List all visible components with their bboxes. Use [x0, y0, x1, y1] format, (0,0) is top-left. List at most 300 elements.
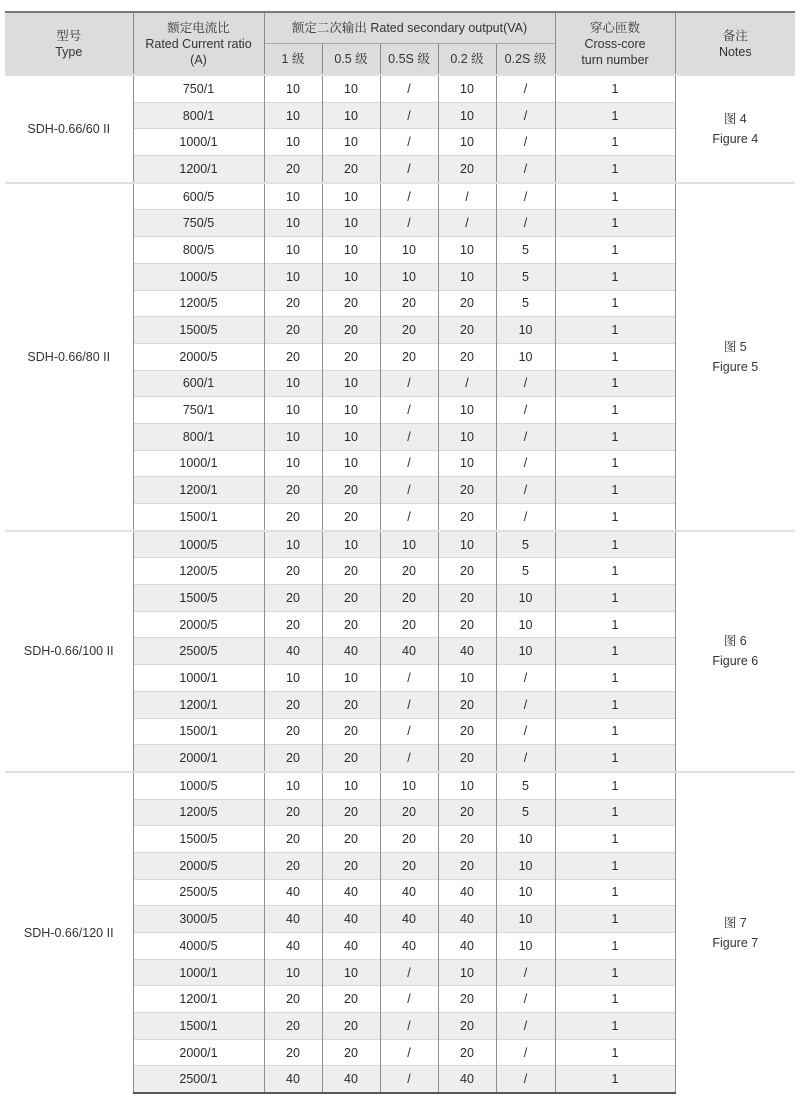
class-0-2s-cell: / [496, 75, 555, 102]
turns-cell: 1 [555, 477, 675, 504]
class-0-5s-cell: / [380, 1039, 438, 1066]
header-ratio [133, 12, 264, 75]
notes-figure-en: Figure 5 [712, 359, 759, 374]
class-0-2-cell: 10 [438, 423, 496, 450]
class-0-5-cell: 20 [322, 343, 380, 370]
class-0-5s-cell: 10 [380, 263, 438, 290]
ratio-cell: 2000/1 [133, 1039, 264, 1066]
class-0-5-cell: 10 [322, 75, 380, 102]
class-0-5-cell: 20 [322, 799, 380, 826]
class-1-cell: 20 [264, 343, 322, 370]
class-0-5s-cell: / [380, 1066, 438, 1093]
class-0-2s-cell: / [496, 102, 555, 129]
turns-cell: 1 [555, 558, 675, 585]
class-0-5s-cell: / [380, 129, 438, 156]
turns-cell: 1 [555, 102, 675, 129]
class-0-5s-cell: 20 [380, 611, 438, 638]
class-0-2s-cell: 5 [496, 772, 555, 799]
turns-cell: 1 [555, 1066, 675, 1093]
turns-cell: 1 [555, 343, 675, 370]
header-turns-en2: turn number [581, 52, 649, 67]
type-label: SDH-0.66/120 II [23, 926, 114, 940]
ratio-cell: 1500/1 [133, 718, 264, 745]
class-0-2-cell: 20 [438, 343, 496, 370]
class-0-2-cell: 10 [438, 665, 496, 692]
class-0-2s-cell: 5 [496, 237, 555, 264]
class-0-2s-cell: 5 [496, 558, 555, 585]
class-0-2-cell: 40 [438, 879, 496, 906]
table-body [5, 75, 795, 1093]
class-1-cell: 40 [264, 638, 322, 665]
class-0-2s-cell: / [496, 1066, 555, 1093]
class-0-5-cell: 20 [322, 745, 380, 772]
class-1-cell: 20 [264, 611, 322, 638]
ratio-cell: 600/5 [133, 183, 264, 210]
class-0-5s-cell: / [380, 423, 438, 450]
class-1-cell: 20 [264, 477, 322, 504]
class-0-5-cell: 40 [322, 879, 380, 906]
ratio-cell: 1000/1 [133, 959, 264, 986]
ratio-cell: 1500/1 [133, 504, 264, 531]
turns-cell: 1 [555, 450, 675, 477]
class-0-2s-cell: 5 [496, 799, 555, 826]
class-0-5s-cell: / [380, 477, 438, 504]
class-1-cell: 10 [264, 183, 322, 210]
class-0-5-cell: 10 [322, 423, 380, 450]
turns-cell: 1 [555, 826, 675, 853]
class-0-5-cell: 20 [322, 852, 380, 879]
class-1-cell: 20 [264, 826, 322, 853]
notes-cell [675, 772, 795, 1093]
ratio-cell: 2500/5 [133, 879, 264, 906]
header-notes [675, 12, 795, 75]
class-1-cell: 40 [264, 906, 322, 933]
ratio-cell: 1500/5 [133, 826, 264, 853]
class-0-2-cell: 10 [438, 237, 496, 264]
class-0-2-cell: 20 [438, 290, 496, 317]
class-0-2-cell: 10 [438, 959, 496, 986]
class-1-cell: 40 [264, 1066, 322, 1093]
header-class-0-5: 0.5 级 [322, 44, 380, 76]
class-0-2s-cell: / [496, 718, 555, 745]
ratio-cell: 2000/5 [133, 611, 264, 638]
class-0-2-cell: 10 [438, 772, 496, 799]
class-0-5s-cell: 20 [380, 585, 438, 612]
class-0-5s-cell: / [380, 102, 438, 129]
class-0-2-cell: 40 [438, 933, 496, 960]
notes-cell [675, 183, 795, 531]
class-0-2s-cell: / [496, 959, 555, 986]
turns-cell: 1 [555, 317, 675, 344]
turns-cell: 1 [555, 504, 675, 531]
turns-cell: 1 [555, 585, 675, 612]
class-1-cell: 20 [264, 1039, 322, 1066]
turns-cell: 1 [555, 879, 675, 906]
class-0-5-cell: 20 [322, 585, 380, 612]
class-0-2-cell: 20 [438, 1039, 496, 1066]
class-1-cell: 10 [264, 665, 322, 692]
header-class-0-2s: 0.2S 级 [496, 44, 555, 76]
class-0-2-cell: 20 [438, 156, 496, 183]
class-0-5s-cell: / [380, 665, 438, 692]
class-0-2-cell: 10 [438, 102, 496, 129]
class-0-5s-cell: / [380, 718, 438, 745]
turns-cell: 1 [555, 665, 675, 692]
class-0-2-cell: 20 [438, 558, 496, 585]
table-row [5, 531, 795, 558]
header-type-en: Type [55, 44, 83, 59]
class-0-5s-cell: 40 [380, 638, 438, 665]
class-0-2-cell: 20 [438, 826, 496, 853]
class-0-5s-cell: / [380, 959, 438, 986]
header-ratio-unit: (A) [190, 52, 207, 67]
ratio-cell: 1200/1 [133, 477, 264, 504]
class-0-2s-cell: / [496, 129, 555, 156]
class-1-cell: 10 [264, 772, 322, 799]
class-0-5s-cell: 20 [380, 558, 438, 585]
class-1-cell: 20 [264, 156, 322, 183]
class-0-2-cell: 20 [438, 317, 496, 344]
class-1-cell: 10 [264, 75, 322, 102]
notes-figure-en: Figure 7 [712, 936, 759, 950]
class-0-5-cell: 40 [322, 638, 380, 665]
class-0-5s-cell: 40 [380, 879, 438, 906]
ratio-cell: 1000/1 [133, 665, 264, 692]
class-0-5-cell: 20 [322, 317, 380, 344]
class-0-5s-cell: / [380, 183, 438, 210]
class-1-cell: 20 [264, 317, 322, 344]
class-1-cell: 40 [264, 933, 322, 960]
ratio-cell: 3000/5 [133, 906, 264, 933]
class-0-2s-cell: / [496, 156, 555, 183]
class-0-2-cell: 20 [438, 718, 496, 745]
table-row [5, 183, 795, 210]
class-0-5s-cell: / [380, 745, 438, 772]
ratio-cell: 750/1 [133, 75, 264, 102]
ratio-cell: 1200/1 [133, 691, 264, 718]
class-0-2-cell: 20 [438, 477, 496, 504]
class-1-cell: 20 [264, 504, 322, 531]
turns-cell: 1 [555, 611, 675, 638]
class-0-5s-cell: 40 [380, 906, 438, 933]
class-1-cell: 10 [264, 450, 322, 477]
header-output: 额定二次输出 Rated secondary output(VA) [264, 12, 555, 44]
turns-cell: 1 [555, 959, 675, 986]
ratio-cell: 1000/1 [133, 129, 264, 156]
ratio-cell: 1000/5 [133, 531, 264, 558]
class-0-2-cell: 40 [438, 1066, 496, 1093]
class-0-5-cell: 20 [322, 1039, 380, 1066]
turns-cell: 1 [555, 263, 675, 290]
class-1-cell: 40 [264, 879, 322, 906]
class-0-2-cell: / [438, 210, 496, 237]
class-0-5-cell: 40 [322, 906, 380, 933]
notes-cell [675, 75, 795, 183]
class-0-5-cell: 20 [322, 477, 380, 504]
class-0-2-cell: / [438, 183, 496, 210]
notes-figure-cn: 图 7 [723, 916, 747, 930]
class-0-2-cell: 10 [438, 397, 496, 424]
class-0-5s-cell: 20 [380, 317, 438, 344]
class-0-2s-cell: / [496, 450, 555, 477]
turns-cell: 1 [555, 129, 675, 156]
class-0-5s-cell: 20 [380, 826, 438, 853]
notes-figure-en: Figure 4 [712, 131, 759, 146]
ratio-cell: 1200/5 [133, 799, 264, 826]
class-0-2s-cell: 5 [496, 290, 555, 317]
class-0-2s-cell: 10 [496, 906, 555, 933]
class-0-5-cell: 20 [322, 156, 380, 183]
turns-cell: 1 [555, 986, 675, 1013]
class-0-2s-cell: / [496, 370, 555, 397]
class-0-5-cell: 20 [322, 718, 380, 745]
type-cell [5, 772, 133, 1093]
class-0-2s-cell: 5 [496, 531, 555, 558]
class-0-2s-cell: 5 [496, 263, 555, 290]
turns-cell: 1 [555, 638, 675, 665]
class-1-cell: 10 [264, 397, 322, 424]
class-0-5-cell: 10 [322, 237, 380, 264]
class-0-2-cell: 40 [438, 906, 496, 933]
turns-cell: 1 [555, 852, 675, 879]
ratio-cell: 1500/5 [133, 585, 264, 612]
ratio-cell: 1500/5 [133, 317, 264, 344]
class-1-cell: 20 [264, 745, 322, 772]
turns-cell: 1 [555, 156, 675, 183]
notes-figure-en: Figure 6 [712, 654, 759, 669]
turns-cell: 1 [555, 1039, 675, 1066]
class-0-5-cell: 10 [322, 129, 380, 156]
class-1-cell: 20 [264, 691, 322, 718]
table-row [5, 772, 795, 799]
class-0-5s-cell: / [380, 397, 438, 424]
class-0-2s-cell: 10 [496, 933, 555, 960]
class-0-5-cell: 10 [322, 183, 380, 210]
ratio-cell: 800/1 [133, 102, 264, 129]
class-1-cell: 20 [264, 852, 322, 879]
class-0-5-cell: 10 [322, 397, 380, 424]
ratio-cell: 1000/5 [133, 772, 264, 799]
class-0-5s-cell: 40 [380, 933, 438, 960]
class-1-cell: 10 [264, 423, 322, 450]
header-turns-en1: Cross-core [584, 36, 646, 51]
class-0-2s-cell: / [496, 397, 555, 424]
turns-cell: 1 [555, 718, 675, 745]
header-ratio-cn: 额定电流比 [167, 20, 230, 35]
class-0-5-cell: 40 [322, 1066, 380, 1093]
type-cell [5, 75, 133, 183]
turns-cell: 1 [555, 290, 675, 317]
ratio-cell: 750/1 [133, 397, 264, 424]
turns-cell: 1 [555, 183, 675, 210]
ratio-cell: 1000/5 [133, 263, 264, 290]
class-0-2-cell: 20 [438, 986, 496, 1013]
class-0-5s-cell: / [380, 1013, 438, 1040]
turns-cell: 1 [555, 933, 675, 960]
ratio-cell: 2500/5 [133, 638, 264, 665]
class-1-cell: 10 [264, 263, 322, 290]
class-0-5s-cell: 10 [380, 531, 438, 558]
type-label: SDH-0.66/60 II [27, 121, 111, 136]
class-0-2s-cell: / [496, 665, 555, 692]
ratio-cell: 2000/1 [133, 745, 264, 772]
ratio-cell: 1200/1 [133, 156, 264, 183]
header-type-cn: 型号 [56, 28, 82, 43]
class-0-5-cell: 10 [322, 210, 380, 237]
turns-cell: 1 [555, 75, 675, 102]
table-header [5, 12, 795, 75]
class-0-2-cell: 40 [438, 638, 496, 665]
class-1-cell: 10 [264, 102, 322, 129]
class-0-5-cell: 20 [322, 504, 380, 531]
class-0-2s-cell: 10 [496, 852, 555, 879]
class-0-2s-cell: / [496, 210, 555, 237]
class-0-2s-cell: / [496, 691, 555, 718]
notes-figure-cn: 图 4 [723, 111, 747, 126]
ratio-cell: 1200/5 [133, 290, 264, 317]
class-1-cell: 20 [264, 585, 322, 612]
header-notes-cn: 备注 [722, 28, 748, 43]
header-class-0-2: 0.2 级 [438, 44, 496, 76]
class-0-5s-cell: / [380, 75, 438, 102]
ratio-cell: 600/1 [133, 370, 264, 397]
class-0-5-cell: 10 [322, 370, 380, 397]
header-turns [555, 12, 675, 75]
class-0-2-cell: 20 [438, 691, 496, 718]
turns-cell: 1 [555, 531, 675, 558]
class-0-2-cell: 20 [438, 852, 496, 879]
class-0-2s-cell: 10 [496, 879, 555, 906]
class-1-cell: 20 [264, 986, 322, 1013]
class-0-5s-cell: 10 [380, 772, 438, 799]
ratio-cell: 800/5 [133, 237, 264, 264]
class-1-cell: 10 [264, 531, 322, 558]
class-0-5-cell: 20 [322, 1013, 380, 1040]
class-0-2s-cell: / [496, 745, 555, 772]
ratio-cell: 1000/1 [133, 450, 264, 477]
spec-table [5, 11, 795, 1094]
ratio-cell: 1200/5 [133, 558, 264, 585]
header-turns-cn: 穿心匝数 [590, 20, 641, 35]
class-1-cell: 20 [264, 290, 322, 317]
class-1-cell: 20 [264, 558, 322, 585]
class-0-5s-cell: 20 [380, 852, 438, 879]
class-0-5s-cell: / [380, 691, 438, 718]
class-0-5-cell: 10 [322, 263, 380, 290]
class-0-2s-cell: 10 [496, 638, 555, 665]
class-0-5s-cell: / [380, 986, 438, 1013]
class-0-2-cell: 20 [438, 611, 496, 638]
ratio-cell: 1500/1 [133, 1013, 264, 1040]
class-0-5s-cell: 20 [380, 343, 438, 370]
header-class-1: 1 级 [264, 44, 322, 76]
class-0-5-cell: 10 [322, 102, 380, 129]
turns-cell: 1 [555, 370, 675, 397]
turns-cell: 1 [555, 1013, 675, 1040]
class-0-2s-cell: / [496, 477, 555, 504]
class-0-2-cell: 10 [438, 75, 496, 102]
class-0-5s-cell: / [380, 450, 438, 477]
class-1-cell: 10 [264, 210, 322, 237]
class-0-5s-cell: / [380, 504, 438, 531]
class-0-2s-cell: / [496, 1039, 555, 1066]
class-0-2s-cell: 10 [496, 585, 555, 612]
notes-figure-cn: 图 5 [723, 339, 747, 354]
turns-cell: 1 [555, 799, 675, 826]
ratio-cell: 2000/5 [133, 852, 264, 879]
turns-cell: 1 [555, 772, 675, 799]
class-0-2s-cell: 10 [496, 343, 555, 370]
class-0-5-cell: 40 [322, 933, 380, 960]
header-notes-en: Notes [718, 44, 752, 59]
class-0-5-cell: 10 [322, 772, 380, 799]
class-0-2-cell: 10 [438, 450, 496, 477]
class-1-cell: 20 [264, 1013, 322, 1040]
type-label: SDH-0.66/80 II [27, 349, 111, 364]
class-0-2-cell: 10 [438, 263, 496, 290]
class-0-5s-cell: / [380, 210, 438, 237]
turns-cell: 1 [555, 906, 675, 933]
class-0-2s-cell: / [496, 986, 555, 1013]
class-1-cell: 20 [264, 718, 322, 745]
class-0-2s-cell: / [496, 183, 555, 210]
turns-cell: 1 [555, 237, 675, 264]
class-0-5-cell: 10 [322, 450, 380, 477]
turns-cell: 1 [555, 745, 675, 772]
notes-cell [675, 531, 795, 772]
type-label: SDH-0.66/100 II [23, 644, 114, 659]
header-ratio-en: Rated Current ratio [145, 36, 252, 51]
turns-cell: 1 [555, 397, 675, 424]
class-0-2-cell: 20 [438, 799, 496, 826]
class-0-5-cell: 20 [322, 826, 380, 853]
ratio-cell: 750/5 [133, 210, 264, 237]
turns-cell: 1 [555, 691, 675, 718]
ratio-cell: 800/1 [133, 423, 264, 450]
class-0-2-cell: 20 [438, 1013, 496, 1040]
class-0-5-cell: 10 [322, 531, 380, 558]
table-row [5, 75, 795, 102]
ratio-cell: 2500/1 [133, 1066, 264, 1093]
class-0-2-cell: 20 [438, 504, 496, 531]
class-0-2s-cell: / [496, 423, 555, 450]
ratio-cell: 2000/5 [133, 343, 264, 370]
class-0-2-cell: 20 [438, 745, 496, 772]
class-1-cell: 10 [264, 370, 322, 397]
class-0-2-cell: / [438, 370, 496, 397]
class-1-cell: 10 [264, 237, 322, 264]
class-0-5-cell: 10 [322, 959, 380, 986]
turns-cell: 1 [555, 210, 675, 237]
header-class-0-5s: 0.5S 级 [380, 44, 438, 76]
ratio-cell: 4000/5 [133, 933, 264, 960]
class-0-2s-cell: / [496, 504, 555, 531]
class-1-cell: 10 [264, 959, 322, 986]
class-0-5-cell: 20 [322, 611, 380, 638]
turns-cell: 1 [555, 423, 675, 450]
ratio-cell: 1200/1 [133, 986, 264, 1013]
class-0-2s-cell: 10 [496, 611, 555, 638]
class-0-5s-cell: / [380, 156, 438, 183]
class-0-2s-cell: / [496, 1013, 555, 1040]
class-0-5s-cell: 20 [380, 290, 438, 317]
class-0-2s-cell: 10 [496, 317, 555, 344]
class-0-5s-cell: / [380, 370, 438, 397]
class-0-2-cell: 10 [438, 129, 496, 156]
class-0-2-cell: 20 [438, 585, 496, 612]
class-0-5s-cell: 20 [380, 799, 438, 826]
class-0-5-cell: 20 [322, 290, 380, 317]
